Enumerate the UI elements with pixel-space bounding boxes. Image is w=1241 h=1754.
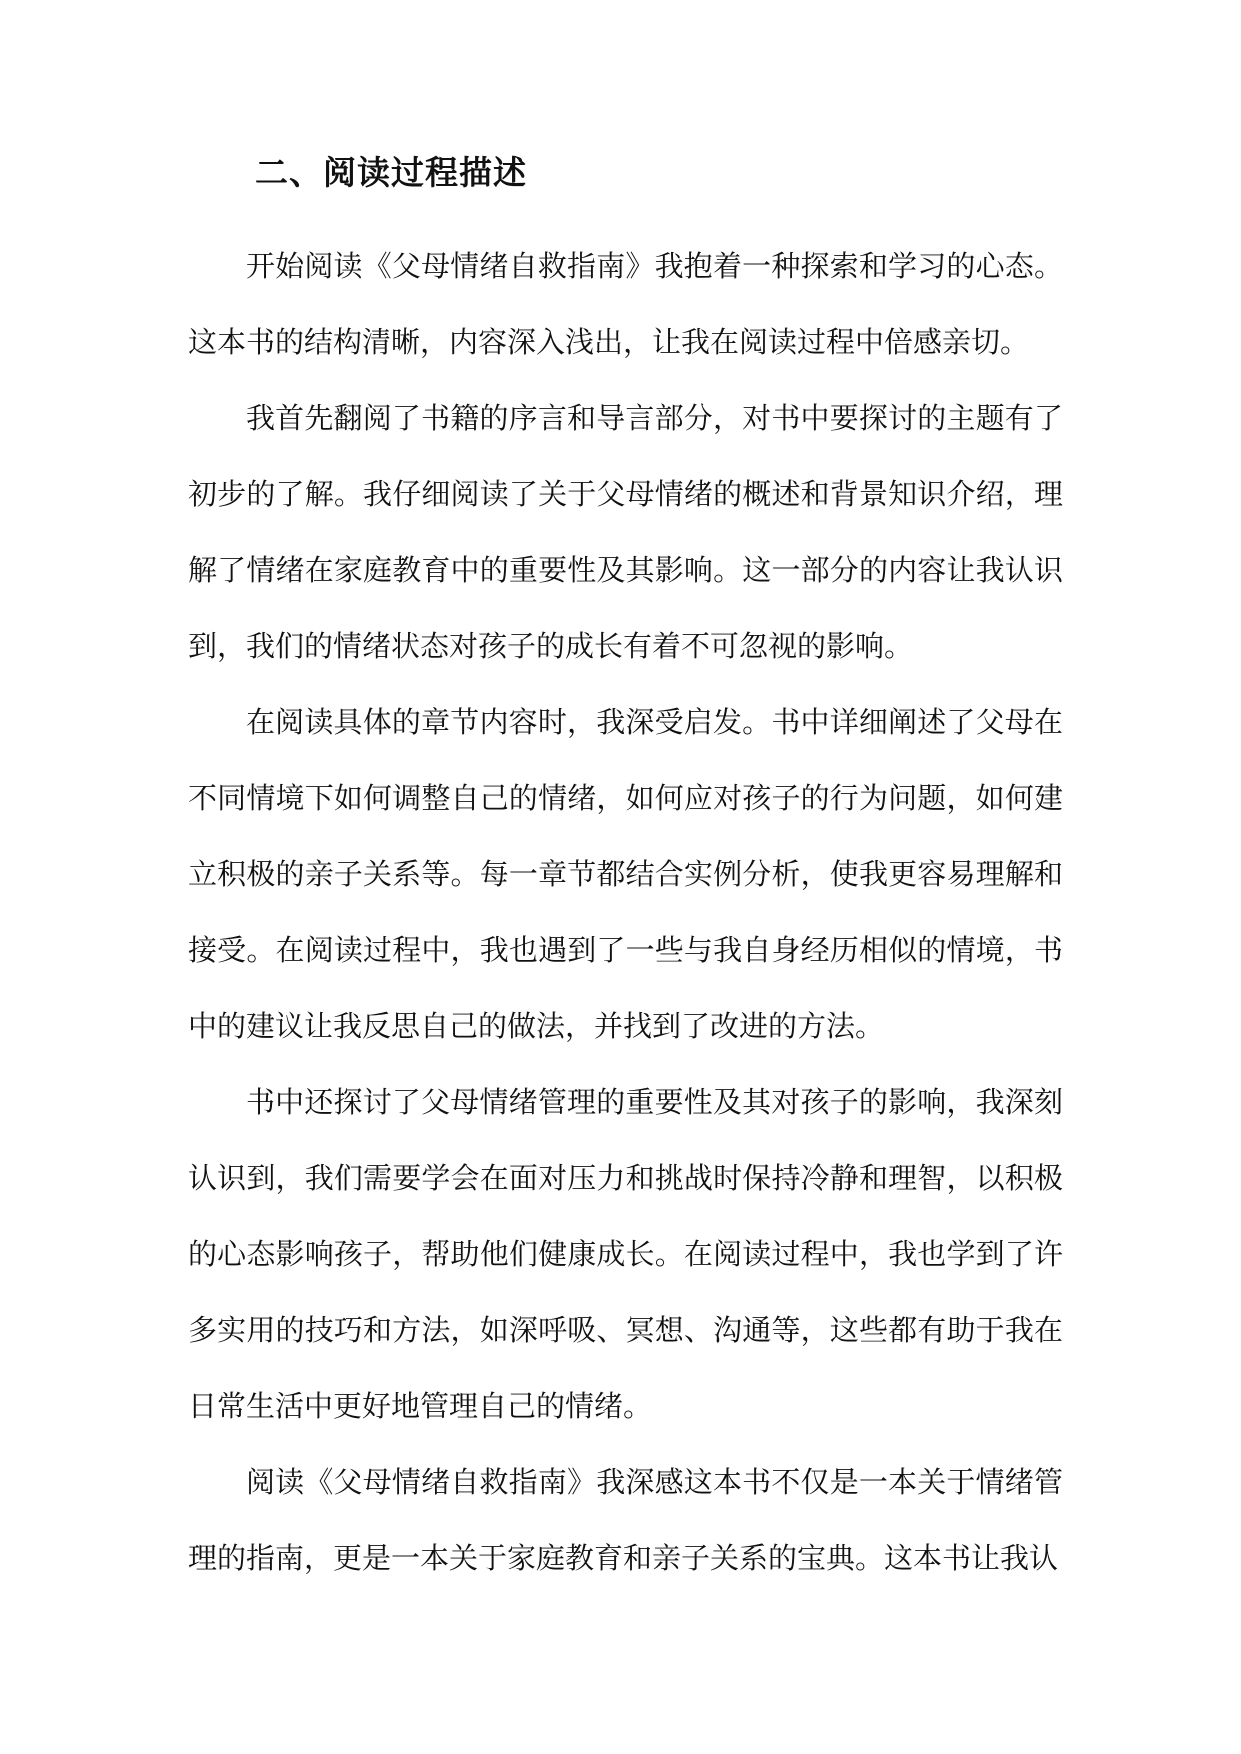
body-text: [188, 228, 1063, 1596]
section-heading: 二、阅读过程描述: [255, 153, 527, 192]
paragraph-preface: 我首先翻阅了书籍的序言和导言部分，对书中要探讨的主题有了初步的了解。我仔细阅读了关于父母情绪的概述和背景知识介绍，理解了情绪在家庭教育中的重要性及其影响。这一部分的内容让我认识到，我们的情绪状态对孩子的成长有着不可忽视的影响。: [188, 401, 1063, 663]
paragraph-chapters: 在阅读具体的章节内容时，我深受启发。书中详细阐述了父母在不同情境下如何调整自己的情绪，如何应对孩子的行为问题，如何建立积极的亲子关系等。每一章节都结合实例分析，使我更容易理解和接受。在阅读过程中，我也遇到了一些与我自身经历相似的情境，书中的建议让我反思自己的做法，并找到了改进的方法。: [188, 705, 1063, 1043]
paragraph-conclusion: 阅读《父母情绪自救指南》我深感这本书不仅是一本关于情绪管理的指南，更是一本关于家庭教育和亲子关系的宝典。这本书让我认: [188, 1465, 1063, 1575]
paragraph-reading-start: 开始阅读《父母情绪自救指南》我抱着一种探索和学习的心态。这本书的结构清晰，内容深入浅出，让我在阅读过程中倍感亲切。: [188, 249, 1063, 359]
paragraph-emotion-management: 书中还探讨了父母情绪管理的重要性及其对孩子的影响，我深刻认识到，我们需要学会在面对压力和挑战时保持冷静和理智，以积极的心态影响孩子，帮助他们健康成长。在阅读过程中，我也学到了许多实用的技巧和方法，如深呼吸、冥想、沟通等，这些都有助于我在日常生活中更好地管理自己的情绪。: [188, 1085, 1063, 1423]
